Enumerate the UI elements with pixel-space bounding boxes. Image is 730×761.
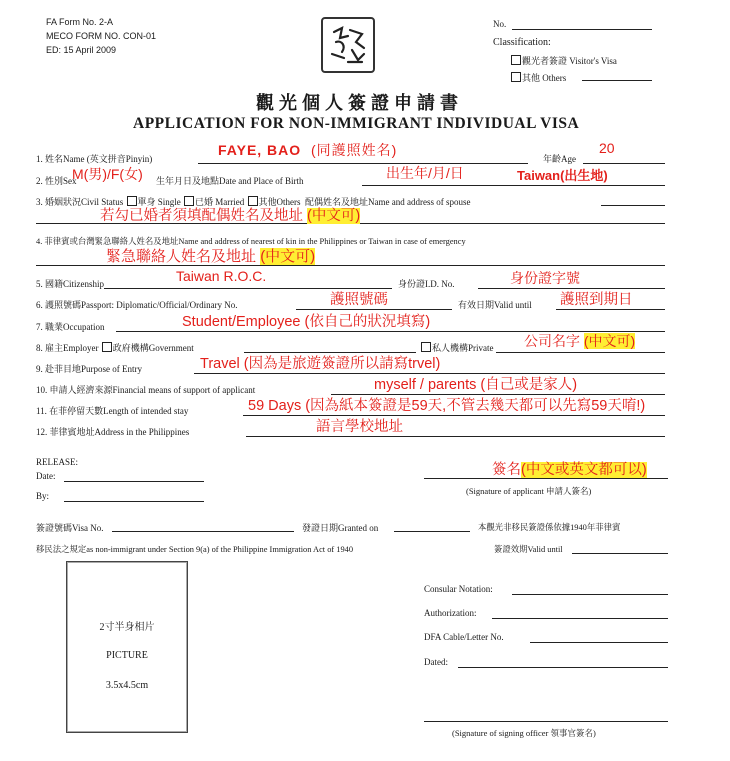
- employer-value: 公司名字 (中文可): [524, 333, 636, 349]
- applicant-signature-value: 簽名(中文或英文都可以): [492, 462, 647, 478]
- release-date-line[interactable]: [64, 481, 204, 482]
- employer-label: 8. 雇主Employer 政府機構Government: [36, 343, 194, 353]
- length-line[interactable]: [243, 415, 665, 416]
- release-date-label: Date:: [36, 471, 56, 481]
- official-valid-label: 簽證效期Valid until: [494, 545, 563, 554]
- passport-value: 護照號碼: [330, 292, 388, 308]
- sex-label: 2. 性別Sex: [36, 176, 77, 186]
- government-checkbox[interactable]: [102, 342, 112, 352]
- id-label: 身份證I.D. No.: [398, 279, 455, 289]
- number-line[interactable]: [512, 29, 652, 30]
- occupation-label: 7. 職業Occupation: [36, 322, 105, 332]
- spouse-line-a[interactable]: [601, 205, 665, 206]
- photo-box[interactable]: [66, 561, 188, 733]
- release-label: RELEASE:: [36, 457, 78, 467]
- length-label: 11. 在菲停留天數Length of intended stay: [36, 406, 189, 416]
- name-line[interactable]: [198, 163, 528, 164]
- citizenship-value: Taiwan R.O.C.: [176, 268, 267, 284]
- passport-label: 6. 護照號碼Passport: Diplomatic/Official/Ordinary No.: [36, 300, 238, 310]
- employer-private-line[interactable]: [496, 352, 665, 353]
- financial-label: 10. 申請人經濟來源Financial means of support of applicant: [36, 385, 256, 395]
- id-value: 身份證字號: [510, 270, 580, 286]
- others-checkbox[interactable]: [511, 72, 521, 82]
- officer-signature-line[interactable]: [424, 721, 668, 722]
- number-label: No.: [493, 19, 507, 29]
- name-value: FAYE, BAO (同護照姓名): [218, 142, 398, 158]
- financial-value: myself / parents (自己或是家人): [374, 377, 578, 393]
- granted-line[interactable]: [394, 531, 470, 532]
- purpose-value: Travel (因為是旅遊簽證所以請寫trvel): [200, 356, 441, 372]
- photo-size-cn: 2寸半身相片: [99, 622, 155, 633]
- spouse-value: 若勾已婚者須填配偶姓名及地址 (中文可): [100, 208, 361, 224]
- address-label: 12. 菲律賓地址Address in the Philippines: [36, 427, 190, 437]
- birth-label: 生年月日及地點Date and Place of Birth: [156, 176, 304, 186]
- visa-no-line[interactable]: [112, 531, 294, 532]
- private-checkbox[interactable]: [421, 342, 431, 352]
- kin-value: 緊急聯絡人姓名及地址 (中文可): [106, 248, 316, 265]
- citizenship-label: 5. 國籍Citizenship: [36, 279, 104, 289]
- employer-private: 私人機構Private: [420, 341, 494, 354]
- occupation-value: Student/Employee (依自己的狀況填寫): [182, 314, 431, 330]
- birth-place-value: Taiwan(出生地): [517, 168, 608, 183]
- age-value: 20: [599, 140, 615, 156]
- photo-dimensions: 3.5x4.5cm: [105, 680, 149, 691]
- applicant-signature-caption: (Signature of applicant 申請人簽名): [466, 486, 592, 496]
- meco-form-number: MECO FORM NO. CON-01: [46, 31, 157, 41]
- visitors-visa-checkbox[interactable]: [511, 55, 521, 65]
- others-option[interactable]: 其他 Others: [510, 71, 566, 84]
- valid-line[interactable]: [556, 309, 665, 310]
- visa-no-label: 簽證號碼Visa No.: [36, 523, 104, 533]
- authorization-label: Authorization:: [424, 608, 477, 618]
- authorization-line[interactable]: [492, 618, 668, 619]
- age-line[interactable]: [583, 163, 665, 164]
- address-line[interactable]: [246, 436, 665, 437]
- law-text-1: 本觀光非移民簽證係依據1940年菲律賓: [478, 523, 621, 532]
- photo-label: PICTURE: [106, 650, 148, 661]
- title-english: APPLICATION FOR NON-IMMIGRANT INDIVIDUAL VISA: [133, 115, 580, 132]
- purpose-label: 9. 赴菲目地Purpose of Entry: [36, 364, 142, 374]
- consular-notation-line[interactable]: [512, 594, 668, 595]
- dated-line[interactable]: [458, 667, 668, 668]
- classification-label: Classification:: [493, 37, 551, 48]
- age-label: 年齡Age: [543, 154, 576, 164]
- law-text-2: 移民法之規定as non-immigrant under Section 9(a) of the Philippine Immigration Act of 1940: [36, 545, 354, 554]
- cable-label: DFA Cable/Letter No.: [424, 632, 504, 642]
- length-value: 59 Days (因為紙本簽證是59天,不管去幾天都可以先寫59天唷!): [248, 398, 646, 414]
- kin-label: 4. 菲律賓或台灣緊急聯絡人姓名及地址Name and address of nearest of kin in the Philippines or Taiwan in case of emergency: [36, 237, 466, 246]
- form-number: FA Form No. 2-A: [46, 17, 114, 27]
- seal-logo: [321, 17, 375, 73]
- title-chinese: 觀光個人簽證申請書: [256, 93, 463, 113]
- valid-value: 護照到期日: [560, 292, 633, 308]
- official-valid-line[interactable]: [572, 553, 668, 554]
- dated-label: Dated:: [424, 657, 448, 667]
- address-value: 語言學校地址: [316, 419, 403, 435]
- cable-line[interactable]: [530, 642, 668, 643]
- name-label: 1. 姓名Name (英文拼音Pinyin): [36, 154, 153, 164]
- sex-value: M(男)/F(女): [72, 166, 143, 182]
- valid-label: 有效日期Valid until: [458, 300, 532, 310]
- visitors-visa-option[interactable]: 觀光者簽證 Visitor's Visa: [510, 54, 617, 67]
- release-by-line[interactable]: [64, 501, 204, 502]
- birth-date-value: 出生年/月/日: [386, 165, 464, 181]
- civil-status-label: 3. 婚姻狀況Civil Status 單身 Single 已婚 Married 其他Others 配偶姓名及地址Name and address of spouse: [36, 197, 471, 207]
- consular-notation-label: Consular Notation:: [424, 584, 493, 594]
- officer-signature-caption: (Signature of signing officer 領事官簽名): [452, 728, 596, 738]
- birth-line[interactable]: [362, 185, 665, 186]
- others-line[interactable]: [582, 80, 652, 81]
- release-by-label: By:: [36, 491, 50, 501]
- edition-date: ED: 15 April 2009: [46, 45, 117, 55]
- granted-label: 發證日期Granted on: [302, 523, 379, 533]
